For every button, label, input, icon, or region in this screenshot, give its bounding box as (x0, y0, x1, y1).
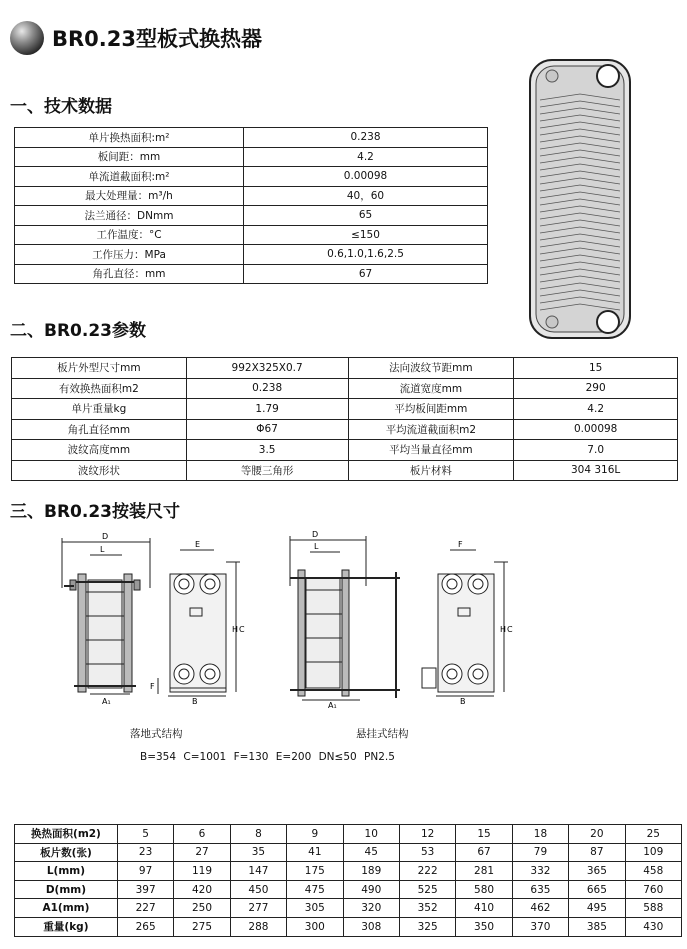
spec-row-header: D(mm) (15, 880, 118, 899)
dim-label-l2: L (314, 542, 319, 551)
table-row (15, 225, 488, 245)
dim-label-a1: A₁ (102, 697, 111, 706)
dim-label-b2: B (460, 697, 466, 706)
dim-label-d: D (102, 532, 109, 541)
dim-label-h2: H (500, 625, 507, 634)
param-cell: 15 (514, 358, 678, 379)
dim-label-b: B (192, 697, 198, 706)
spec-cell: 9 (287, 825, 343, 844)
spec-cell: 20 (569, 825, 625, 844)
param-cell: 板片材料 (348, 460, 514, 481)
param-cell: 1.79 (186, 399, 348, 420)
spec-cell: 458 (625, 862, 681, 881)
tech-label: 角孔直径：mm (15, 264, 244, 284)
param-cell: 平均当量直径mm (348, 440, 514, 461)
param-cell: 4.2 (514, 399, 678, 420)
param-cell: 单片重量kg (12, 399, 187, 420)
tech-label: 板间距：mm (15, 147, 244, 167)
param-cell: Φ67 (186, 419, 348, 440)
tech-label: 工作压力：MPa (15, 245, 244, 265)
param-cell: 290 (514, 378, 678, 399)
table-row (15, 206, 488, 226)
spec-cell: 250 (174, 899, 230, 918)
table-row (12, 378, 678, 399)
section-heading-params: 二、BR0.23参数 (10, 321, 146, 341)
spec-cell: 410 (456, 899, 512, 918)
param-cell: 0.238 (186, 378, 348, 399)
section-heading-install: 三、BR0.23按装尺寸 (10, 502, 180, 522)
spec-cell: 6 (174, 825, 230, 844)
spec-cell: 462 (512, 899, 568, 918)
spec-cell: 288 (230, 917, 286, 936)
caption-floor: 落地式结构 (130, 728, 183, 740)
spec-cell: 350 (456, 917, 512, 936)
dim-label-a1-2: A₁ (328, 701, 337, 708)
hang-front-view (422, 550, 508, 696)
spec-cell: 23 (117, 843, 173, 862)
spec-cell: 275 (174, 917, 230, 936)
dim-label-l: L (100, 545, 105, 554)
table-row (12, 358, 678, 379)
table-row (12, 399, 678, 420)
table-row (15, 128, 488, 148)
spec-cell: 87 (569, 843, 625, 862)
params-table (11, 357, 678, 481)
param-cell: 304 316L (514, 460, 678, 481)
spec-cell: 119 (174, 862, 230, 881)
spec-cell: 420 (174, 880, 230, 899)
spec-cell: 525 (399, 880, 455, 899)
param-cell: 992X325X0.7 (186, 358, 348, 379)
dim-label-h: H (232, 625, 239, 634)
spec-cell: 397 (117, 880, 173, 899)
spec-cell: 635 (512, 880, 568, 899)
spec-cell: 385 (569, 917, 625, 936)
spec-row-header: 换热面积(m2) (15, 825, 118, 844)
table-row (15, 899, 682, 918)
install-dimensions: B=354 C=1001 F=130 E=200 DN≤50 PN2.5 (140, 751, 395, 763)
spec-cell: 18 (512, 825, 568, 844)
param-cell: 板片外型尺寸mm (12, 358, 187, 379)
install-drawings (50, 528, 530, 708)
table-row (15, 917, 682, 936)
spec-cell: 79 (512, 843, 568, 862)
spec-cell: 300 (287, 917, 343, 936)
param-cell: 7.0 (514, 440, 678, 461)
dim-label-c2: C (507, 625, 513, 634)
tech-value: 67 (244, 264, 488, 284)
spec-cell: 265 (117, 917, 173, 936)
tech-label: 工作温度：°C (15, 225, 244, 245)
spec-cell: 277 (230, 899, 286, 918)
hang-side-view (290, 536, 400, 700)
spec-cell: 490 (343, 880, 399, 899)
spec-cell: 450 (230, 880, 286, 899)
param-cell: 波纹高度mm (12, 440, 187, 461)
dim-label-c: C (239, 625, 245, 634)
spec-cell: 760 (625, 880, 681, 899)
param-cell: 有效换热面积m2 (12, 378, 187, 399)
param-cell: 平均流道截面积m2 (348, 419, 514, 440)
table-row (12, 440, 678, 461)
tech-value: 4.2 (244, 147, 488, 167)
spec-cell: 189 (343, 862, 399, 881)
spec-cell: 97 (117, 862, 173, 881)
table-row (15, 825, 682, 844)
spec-cell: 665 (569, 880, 625, 899)
tech-label: 最大处理量：m³/h (15, 186, 244, 206)
section-heading-tech: 一、技术数据 (10, 97, 112, 117)
dim-label-d2: D (312, 530, 319, 539)
spec-row-header: 重量(kg) (15, 917, 118, 936)
tech-value: 65 (244, 206, 488, 226)
spec-cell: 495 (569, 899, 625, 918)
spec-cell: 365 (569, 862, 625, 881)
spec-cell: 370 (512, 917, 568, 936)
param-cell: 波纹形状 (12, 460, 187, 481)
spec-cell: 45 (343, 843, 399, 862)
param-cell: 3.5 (186, 440, 348, 461)
param-cell: 法向波纹节距mm (348, 358, 514, 379)
spec-row-header: A1(mm) (15, 899, 118, 918)
table-row (15, 147, 488, 167)
spec-cell: 227 (117, 899, 173, 918)
spec-cell: 281 (456, 862, 512, 881)
tech-value: 40，60 (244, 186, 488, 206)
spec-cell: 8 (230, 825, 286, 844)
spec-cell: 25 (625, 825, 681, 844)
spec-row-header: 板片数(张) (15, 843, 118, 862)
tech-data-table (14, 127, 488, 284)
tech-value: ≤150 (244, 225, 488, 245)
spec-cell: 320 (343, 899, 399, 918)
spec-cell: 67 (456, 843, 512, 862)
spec-cell: 308 (343, 917, 399, 936)
spec-cell: 588 (625, 899, 681, 918)
plate-illustration (522, 56, 638, 342)
spec-cell: 109 (625, 843, 681, 862)
spec-cell: 430 (625, 917, 681, 936)
spec-cell: 12 (399, 825, 455, 844)
spec-cell: 147 (230, 862, 286, 881)
spec-cell: 325 (399, 917, 455, 936)
spec-cell: 352 (399, 899, 455, 918)
tech-value: 0.6,1.0,1.6,2.5 (244, 245, 488, 265)
spec-cell: 5 (117, 825, 173, 844)
floor-front-view (158, 550, 240, 696)
spec-cell: 475 (287, 880, 343, 899)
tech-label: 单片换热面积:m² (15, 128, 244, 148)
param-cell: 平均板间距mm (348, 399, 514, 420)
spec-cell: 222 (399, 862, 455, 881)
spec-table (14, 824, 682, 937)
spec-cell: 332 (512, 862, 568, 881)
param-cell: 0.00098 (514, 419, 678, 440)
table-row (15, 186, 488, 206)
table-row (12, 460, 678, 481)
param-cell: 等腰三角形 (186, 460, 348, 481)
spec-cell: 35 (230, 843, 286, 862)
spec-row-header: L(mm) (15, 862, 118, 881)
table-row (15, 862, 682, 881)
param-cell: 角孔直径mm (12, 419, 187, 440)
spec-cell: 305 (287, 899, 343, 918)
spec-cell: 175 (287, 862, 343, 881)
sphere-bullet-icon (10, 21, 44, 55)
caption-hang: 悬挂式结构 (356, 728, 409, 740)
dim-label-f2: F (458, 540, 463, 549)
spec-cell: 15 (456, 825, 512, 844)
dim-label-e: E (195, 540, 201, 549)
spec-cell: 27 (174, 843, 230, 862)
tech-label: 法兰通径：DNmm (15, 206, 244, 226)
page-title: BR0.23型板式换热器 (52, 27, 262, 51)
table-row (15, 264, 488, 284)
table-row (15, 245, 488, 265)
spec-cell: 41 (287, 843, 343, 862)
dim-label-f: F (150, 682, 155, 691)
table-row (15, 167, 488, 187)
table-row (15, 843, 682, 862)
spec-cell: 580 (456, 880, 512, 899)
param-cell: 流道宽度mm (348, 378, 514, 399)
header (10, 18, 262, 58)
spec-cell: 10 (343, 825, 399, 844)
floor-side-view (62, 538, 150, 694)
spec-cell: 53 (399, 843, 455, 862)
tech-label: 单流道截面积:m² (15, 167, 244, 187)
table-row (12, 419, 678, 440)
tech-value: 0.00098 (244, 167, 488, 187)
tech-value: 0.238 (244, 128, 488, 148)
table-row (15, 880, 682, 899)
